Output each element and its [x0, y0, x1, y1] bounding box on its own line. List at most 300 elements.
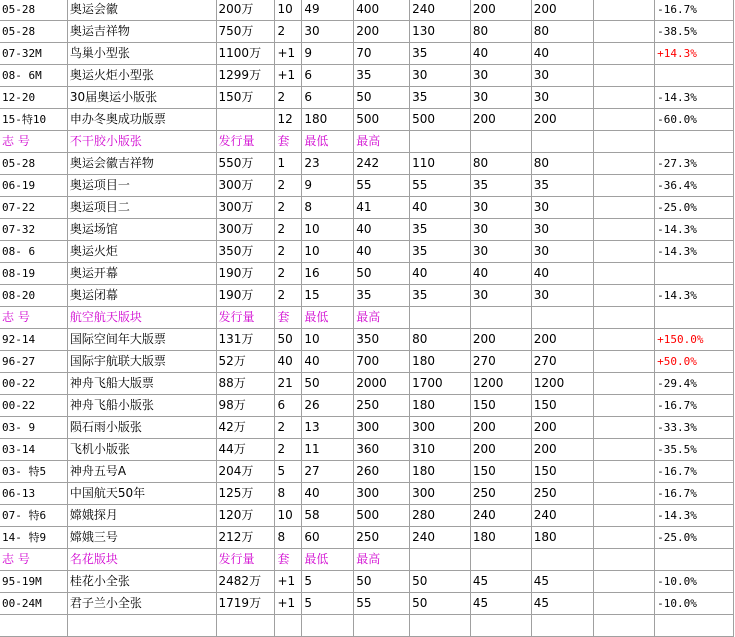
price-cell: 50 [410, 571, 471, 593]
change-percent-cell: -38.5% [655, 21, 734, 43]
set-count-cell: 2 [275, 219, 302, 241]
low-price-cell: 9 [302, 43, 354, 65]
change-percent-cell: -16.7% [655, 461, 734, 483]
price-cell: 200 [531, 329, 594, 351]
low-price-cell: 5 [302, 571, 354, 593]
price-cell: 240 [531, 505, 594, 527]
stamp-name-cell: 奥运场馆 [67, 219, 216, 241]
issue-quantity-cell: 2482万 [216, 571, 275, 593]
issue-quantity-cell: 44万 [216, 439, 275, 461]
table-row [0, 197, 734, 219]
price-cell: 80 [470, 21, 531, 43]
blank-cell [594, 439, 655, 461]
issue-quantity-cell: 300万 [216, 197, 275, 219]
issue-quantity-cell: 1719万 [216, 593, 275, 615]
price-cell: 30 [470, 87, 531, 109]
section-header-cell [410, 307, 471, 329]
stamp-name-cell: 30届奥运小版张 [67, 87, 216, 109]
price-cell: 310 [410, 439, 471, 461]
low-price-cell: 60 [302, 527, 354, 549]
issue-quantity-cell: 131万 [216, 329, 275, 351]
high-price-cell: 250 [354, 395, 410, 417]
table-row [0, 285, 734, 307]
price-cell [531, 615, 594, 637]
stamp-name-cell: 神舟飞船小版张 [67, 395, 216, 417]
stamp-code-cell: 08- 6 [0, 241, 67, 263]
section-header-cell [594, 131, 655, 153]
price-cell: 80 [470, 153, 531, 175]
stamp-name-cell: 奥运会徽 [67, 0, 216, 21]
set-count-cell: 6 [275, 395, 302, 417]
stamp-name-cell: 神舟飞船大版票 [67, 373, 216, 395]
price-cell: 150 [470, 395, 531, 417]
stamp-name-cell: 陨石雨小版张 [67, 417, 216, 439]
change-percent-cell: -33.3% [655, 417, 734, 439]
stamp-code-cell: 03- 特5 [0, 461, 67, 483]
price-cell [410, 615, 471, 637]
price-cell: 180 [410, 395, 471, 417]
price-cell: 40 [470, 43, 531, 65]
low-price-cell: 10 [302, 219, 354, 241]
price-cell: 280 [410, 505, 471, 527]
issue-quantity-cell [216, 615, 275, 637]
issue-quantity-cell: 1299万 [216, 65, 275, 87]
price-cell: 30 [531, 219, 594, 241]
price-cell: 40 [531, 43, 594, 65]
stamp-name-cell: 申办冬奥成功版票 [67, 109, 216, 131]
table-row [0, 241, 734, 263]
section-header-cell: 名花版块 [67, 549, 216, 571]
blank-cell [594, 483, 655, 505]
price-cell: 30 [470, 241, 531, 263]
high-price-cell: 50 [354, 87, 410, 109]
issue-quantity-cell: 200万 [216, 0, 275, 21]
stamp-code-cell: 00-22 [0, 395, 67, 417]
stamp-name-cell: 国际空间年大版票 [67, 329, 216, 351]
blank-cell [594, 571, 655, 593]
low-price-cell [302, 615, 354, 637]
price-cell: 110 [410, 153, 471, 175]
low-price-cell: 10 [302, 241, 354, 263]
price-cell: 40 [531, 263, 594, 285]
issue-quantity-cell: 52万 [216, 351, 275, 373]
set-count-cell: 12 [275, 109, 302, 131]
change-percent-cell: -16.7% [655, 0, 734, 21]
low-price-cell: 5 [302, 593, 354, 615]
stamp-code-cell: 05-28 [0, 21, 67, 43]
stamp-code-cell: 00-22 [0, 373, 67, 395]
issue-quantity-cell: 212万 [216, 527, 275, 549]
table-row [0, 527, 734, 549]
set-count-cell: 2 [275, 197, 302, 219]
blank-cell [594, 109, 655, 131]
price-cell: 45 [470, 593, 531, 615]
set-count-cell: 2 [275, 439, 302, 461]
blank-cell [594, 527, 655, 549]
low-price-cell: 9 [302, 175, 354, 197]
section-header-cell [531, 307, 594, 329]
low-price-cell: 15 [302, 285, 354, 307]
price-cell: 80 [531, 21, 594, 43]
price-cell: 250 [470, 483, 531, 505]
stamp-name-cell: 桂花小全张 [67, 571, 216, 593]
blank-cell [594, 461, 655, 483]
price-cell: 270 [531, 351, 594, 373]
price-cell: 40 [410, 197, 471, 219]
price-cell: 270 [470, 351, 531, 373]
low-price-cell: 11 [302, 439, 354, 461]
stamp-name-cell: 奥运闭幕 [67, 285, 216, 307]
issue-quantity-cell: 550万 [216, 153, 275, 175]
price-cell: 45 [531, 571, 594, 593]
change-percent-cell: -36.4% [655, 175, 734, 197]
table-row [0, 109, 734, 131]
stamp-code-cell: 12-20 [0, 87, 67, 109]
price-cell: 130 [410, 21, 471, 43]
set-count-cell: 2 [275, 285, 302, 307]
stamp-name-cell: 嫦娥三号 [67, 527, 216, 549]
price-cell: 150 [470, 461, 531, 483]
price-cell: 200 [531, 417, 594, 439]
high-price-cell [354, 615, 410, 637]
stamp-name-cell [67, 615, 216, 637]
table-row [0, 417, 734, 439]
price-cell: 30 [531, 285, 594, 307]
section-header-cell: 航空航天版块 [67, 307, 216, 329]
stamp-code-cell: 08-19 [0, 263, 67, 285]
price-cell: 30 [470, 219, 531, 241]
price-cell: 30 [531, 87, 594, 109]
price-cell [470, 615, 531, 637]
set-count-cell: 2 [275, 263, 302, 285]
price-cell: 35 [531, 175, 594, 197]
high-price-cell: 250 [354, 527, 410, 549]
set-count-cell: 10 [275, 0, 302, 21]
blank-cell [594, 615, 655, 637]
change-percent-cell [655, 65, 734, 87]
blank-cell [594, 373, 655, 395]
price-cell: 30 [531, 65, 594, 87]
stamp-code-cell: 14- 特9 [0, 527, 67, 549]
price-cell: 35 [410, 87, 471, 109]
low-price-cell: 26 [302, 395, 354, 417]
issue-quantity-cell: 1100万 [216, 43, 275, 65]
blank-cell [594, 197, 655, 219]
change-percent-cell: +14.3% [655, 43, 734, 65]
price-cell: 35 [410, 285, 471, 307]
stamp-name-cell: 飞机小版张 [67, 439, 216, 461]
table-row [0, 615, 734, 637]
price-cell: 45 [470, 571, 531, 593]
set-count-cell: 2 [275, 417, 302, 439]
price-cell: 30 [531, 241, 594, 263]
table-row [0, 21, 734, 43]
stamp-code-cell: 15-特10 [0, 109, 67, 131]
section-header-cell: 最低 [302, 307, 354, 329]
high-price-cell: 200 [354, 21, 410, 43]
section-header-cell [594, 549, 655, 571]
stamp-name-cell: 神舟五号A [67, 461, 216, 483]
table-row [0, 175, 734, 197]
table-row [0, 395, 734, 417]
blank-cell [594, 153, 655, 175]
section-header-cell: 最低 [302, 549, 354, 571]
set-count-cell: 8 [275, 527, 302, 549]
issue-quantity-cell: 300万 [216, 219, 275, 241]
section-header-cell: 发行量 [216, 131, 275, 153]
stamp-code-cell: 96-27 [0, 351, 67, 373]
table-row [0, 483, 734, 505]
price-cell: 200 [470, 417, 531, 439]
stamp-name-cell: 奥运会徽吉祥物 [67, 153, 216, 175]
low-price-cell: 58 [302, 505, 354, 527]
high-price-cell: 500 [354, 109, 410, 131]
price-cell: 80 [531, 153, 594, 175]
set-count-cell: 2 [275, 241, 302, 263]
section-header-cell: 最高 [354, 307, 410, 329]
table-row [0, 439, 734, 461]
blank-cell [594, 593, 655, 615]
price-cell: 250 [531, 483, 594, 505]
price-cell: 200 [531, 109, 594, 131]
price-cell: 240 [470, 505, 531, 527]
stamp-code-cell: 08-20 [0, 285, 67, 307]
stamp-code-cell: 05-28 [0, 153, 67, 175]
issue-quantity-cell: 98万 [216, 395, 275, 417]
change-percent-cell [655, 263, 734, 285]
price-cell: 1700 [410, 373, 471, 395]
stamp-code-cell [0, 615, 67, 637]
section-header-cell: 套 [275, 307, 302, 329]
table-row [0, 461, 734, 483]
change-percent-cell [655, 615, 734, 637]
issue-quantity-cell: 204万 [216, 461, 275, 483]
table-row [0, 571, 734, 593]
change-percent-cell: +50.0% [655, 351, 734, 373]
price-cell: 50 [410, 593, 471, 615]
high-price-cell: 41 [354, 197, 410, 219]
low-price-cell: 6 [302, 87, 354, 109]
price-cell: 45 [531, 593, 594, 615]
price-cell: 180 [531, 527, 594, 549]
price-cell: 30 [470, 65, 531, 87]
low-price-cell: 13 [302, 417, 354, 439]
section-header-cell [655, 307, 734, 329]
section-header-cell: 套 [275, 549, 302, 571]
stamp-name-cell: 中国航天50年 [67, 483, 216, 505]
low-price-cell: 40 [302, 483, 354, 505]
change-percent-cell: -25.0% [655, 527, 734, 549]
stamp-code-cell: 03- 9 [0, 417, 67, 439]
change-percent-cell: -35.5% [655, 439, 734, 461]
price-cell: 200 [470, 109, 531, 131]
issue-quantity-cell: 750万 [216, 21, 275, 43]
price-cell: 55 [410, 175, 471, 197]
set-count-cell [275, 615, 302, 637]
price-cell: 35 [410, 43, 471, 65]
low-price-cell: 40 [302, 351, 354, 373]
price-cell: 200 [470, 0, 531, 21]
blank-cell [594, 21, 655, 43]
section-header-cell [531, 549, 594, 571]
issue-quantity-cell: 150万 [216, 87, 275, 109]
section-header-cell [410, 549, 471, 571]
high-price-cell: 35 [354, 285, 410, 307]
table-row [0, 263, 734, 285]
stamp-code-cell: 07-32M [0, 43, 67, 65]
section-header-cell: 最高 [354, 549, 410, 571]
table-row [0, 43, 734, 65]
change-percent-cell: -14.3% [655, 219, 734, 241]
price-cell: 35 [470, 175, 531, 197]
set-count-cell: 21 [275, 373, 302, 395]
price-cell: 30 [470, 197, 531, 219]
high-price-cell: 500 [354, 505, 410, 527]
price-cell: 300 [410, 483, 471, 505]
high-price-cell: 350 [354, 329, 410, 351]
high-price-cell: 50 [354, 263, 410, 285]
section-header-cell [655, 549, 734, 571]
section-header-cell: 不干胶小版张 [67, 131, 216, 153]
table-row [0, 373, 734, 395]
change-percent-cell: -14.3% [655, 87, 734, 109]
stamp-name-cell: 奥运火炬 [67, 241, 216, 263]
set-count-cell: 2 [275, 21, 302, 43]
change-percent-cell: -14.3% [655, 241, 734, 263]
table-row [0, 0, 734, 21]
set-count-cell: +1 [275, 65, 302, 87]
stamp-code-cell: 05-28 [0, 0, 67, 21]
high-price-cell: 55 [354, 175, 410, 197]
section-header-row [0, 549, 734, 571]
issue-quantity-cell: 190万 [216, 285, 275, 307]
price-cell: 30 [531, 197, 594, 219]
section-header-cell: 志 号 [0, 131, 67, 153]
blank-cell [594, 175, 655, 197]
high-price-cell: 360 [354, 439, 410, 461]
table-row [0, 593, 734, 615]
stamp-name-cell: 奥运开幕 [67, 263, 216, 285]
change-percent-cell: -14.3% [655, 285, 734, 307]
stamp-code-cell: 08- 6M [0, 65, 67, 87]
low-price-cell: 10 [302, 329, 354, 351]
issue-quantity-cell [216, 109, 275, 131]
price-cell: 240 [410, 527, 471, 549]
table-row [0, 505, 734, 527]
change-percent-cell: -27.3% [655, 153, 734, 175]
price-cell: 200 [470, 329, 531, 351]
high-price-cell: 40 [354, 219, 410, 241]
stamp-name-cell: 奥运吉祥物 [67, 21, 216, 43]
high-price-cell: 260 [354, 461, 410, 483]
set-count-cell: +1 [275, 593, 302, 615]
price-cell: 180 [410, 461, 471, 483]
set-count-cell: 1 [275, 153, 302, 175]
section-header-cell: 最高 [354, 131, 410, 153]
section-header-row [0, 307, 734, 329]
low-price-cell: 16 [302, 263, 354, 285]
stamp-name-cell: 国际宇航联大版票 [67, 351, 216, 373]
high-price-cell: 700 [354, 351, 410, 373]
issue-quantity-cell: 350万 [216, 241, 275, 263]
set-count-cell: 5 [275, 461, 302, 483]
low-price-cell: 30 [302, 21, 354, 43]
issue-quantity-cell: 42万 [216, 417, 275, 439]
stamp-name-cell: 奥运火炬小型张 [67, 65, 216, 87]
high-price-cell: 40 [354, 241, 410, 263]
high-price-cell: 35 [354, 65, 410, 87]
blank-cell [594, 43, 655, 65]
blank-cell [594, 505, 655, 527]
price-cell: 30 [470, 285, 531, 307]
stamp-code-cell: 95-19M [0, 571, 67, 593]
low-price-cell: 49 [302, 0, 354, 21]
section-header-cell [594, 307, 655, 329]
price-cell: 180 [410, 351, 471, 373]
high-price-cell: 2000 [354, 373, 410, 395]
price-cell: 150 [531, 461, 594, 483]
stamp-code-cell: 06-19 [0, 175, 67, 197]
change-percent-cell: -29.4% [655, 373, 734, 395]
low-price-cell: 27 [302, 461, 354, 483]
section-header-cell: 志 号 [0, 307, 67, 329]
stamp-code-cell: 07-32 [0, 219, 67, 241]
issue-quantity-cell: 88万 [216, 373, 275, 395]
low-price-cell: 50 [302, 373, 354, 395]
blank-cell [594, 395, 655, 417]
price-cell: 500 [410, 109, 471, 131]
table-row [0, 65, 734, 87]
change-percent-cell: +150.0% [655, 329, 734, 351]
table-row [0, 351, 734, 373]
blank-cell [594, 241, 655, 263]
blank-cell [594, 329, 655, 351]
section-header-cell: 发行量 [216, 549, 275, 571]
price-cell: 80 [410, 329, 471, 351]
high-price-cell: 55 [354, 593, 410, 615]
set-count-cell: 40 [275, 351, 302, 373]
low-price-cell: 23 [302, 153, 354, 175]
section-header-cell [531, 131, 594, 153]
change-percent-cell: -25.0% [655, 197, 734, 219]
change-percent-cell: -60.0% [655, 109, 734, 131]
price-cell: 150 [531, 395, 594, 417]
high-price-cell: 300 [354, 483, 410, 505]
issue-quantity-cell: 120万 [216, 505, 275, 527]
issue-quantity-cell: 125万 [216, 483, 275, 505]
section-header-cell [410, 131, 471, 153]
stamp-code-cell: 00-24M [0, 593, 67, 615]
stamp-name-cell: 君子兰小全张 [67, 593, 216, 615]
price-cell: 300 [410, 417, 471, 439]
price-cell: 40 [470, 263, 531, 285]
change-percent-cell: -14.3% [655, 505, 734, 527]
set-count-cell: 10 [275, 505, 302, 527]
price-cell: 35 [410, 241, 471, 263]
high-price-cell: 400 [354, 0, 410, 21]
section-header-cell: 套 [275, 131, 302, 153]
price-cell: 200 [531, 439, 594, 461]
high-price-cell: 242 [354, 153, 410, 175]
low-price-cell: 6 [302, 65, 354, 87]
section-header-row [0, 131, 734, 153]
blank-cell [594, 65, 655, 87]
blank-cell [594, 417, 655, 439]
blank-cell [594, 0, 655, 21]
change-percent-cell: -16.7% [655, 483, 734, 505]
change-percent-cell: -16.7% [655, 395, 734, 417]
blank-cell [594, 219, 655, 241]
